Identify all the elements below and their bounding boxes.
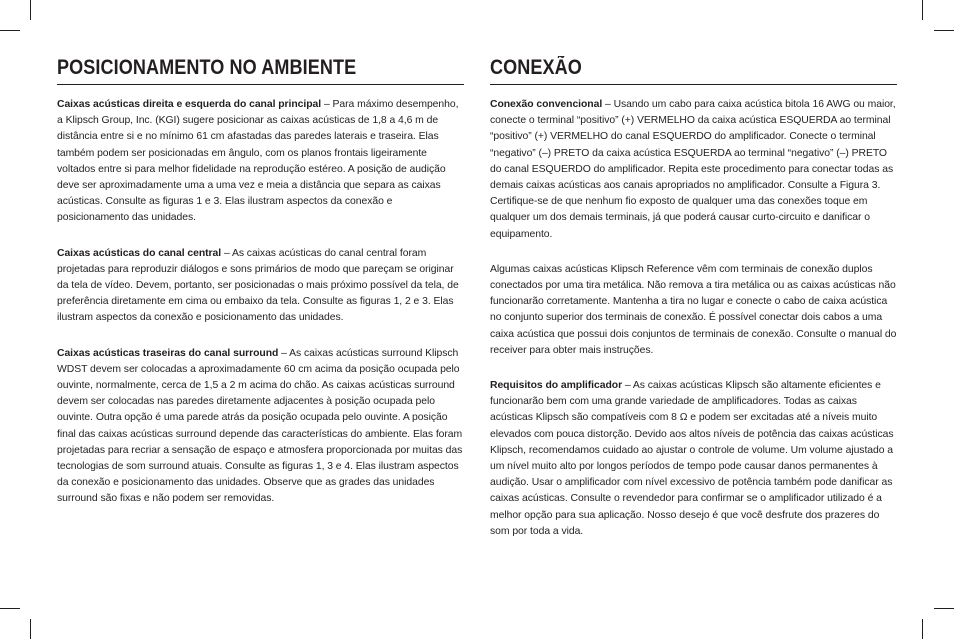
paragraph-lead: Requisitos do amplificador <box>490 380 623 392</box>
paragraph-amplifier-requirements <box>490 378 897 540</box>
paragraph-surround-channel <box>57 346 464 508</box>
paragraph-conventional-connection <box>490 97 897 243</box>
crop-mark <box>0 30 20 31</box>
paragraph-text: – As caixas acústicas do canal central foram projetadas para reproduzir diálogos e sons primários de modo que pareçam se originar da tela de vídeo. Devem, portanto, ser posicionadas o mais próximo possível da tela, de preferência diretamente em cima ou embaixo da tela. Consulte as figuras 1, 2 e 3. Elas ilustram aspectos da conexão e posicionamento das unidades. <box>57 247 459 324</box>
heading-rule <box>57 84 464 85</box>
paragraph-bi-wire-terminals <box>490 262 897 359</box>
paragraph-text: – Para máximo desempenho, a Klipsch Group, Inc. (KGI) sugere posicionar as caixas acústicas de 1,8 a 4,6 m de distância entre si e no mínimo 61 cm afastadas das paredes laterais e traseira. Elas também podem ser posicionadas em ângulo, com os planos frontais ligeiramente voltados entre si para melhor fidelidade na reprodução estéreo. A posição de audição deve ser aproximadamente uma a uma vez e meia a distância que separa as caixas acústicas. Consulte as figuras 1 e 3. Elas ilustram aspectos da conexão e posicionamento das unidades. <box>57 99 459 224</box>
paragraph-text: – As caixas acústicas surround Klipsch WDST devem ser colocadas a aproximadamente 60 cm acima da posição ocupada pelo ouvinte, normalmente, cerca de 1,5 a 2 m acima do chão. As caixas acústicas surround devem ser colocadas nas paredes diretamente adjacentes à posição ocupada pelo ouvinte. Outra opção é uma parede atrás da posição ocupada pelo ouvinte. A posição final das caixas acústicas surround depende das características do ambiente. Elas foram projetadas para recriar a sensação de espaço e atmosfera proporcionada por muitas das tecnologias de som surround atuais. Consulte as figuras 1, 3 e 4. Elas ilustram aspectos da conexão e posicionamento das unidades. Observe que as grades das unidades surround são fixas e não podem ser removidas. <box>57 347 463 505</box>
section-heading-positioning: POSICIONAMENTO NO AMBIENTE <box>57 56 357 79</box>
crop-mark <box>934 30 954 31</box>
left-column <box>57 55 464 527</box>
right-column <box>490 55 897 559</box>
crop-mark <box>922 0 923 20</box>
paragraph-text: – Usando um cabo para caixa acústica bitola 16 AWG ou maior, conecte o terminal “positivo” (+) VERMELHO da caixa acústica ESQUERDA ao terminal “positivo” (+) VERMELHO do canal ESQUERDO do amplificador. Conecte o terminal “negativo” (–) PRETO da caixa acústica ESQUERDA ao terminal “negativo” (–) PRETO do canal ESQUERDO do amplificador. Repita este procedimento para conectar todas as demais caixas acústicas aos canais apropriados no amplificador. Consulte a Figura 3. Certifique-se de que nenhum fio exposto de qualquer uma das conexões toque em qualquer um dos demais terminais, já que poderá causar curto-circuito e danificar o equipamento. <box>490 99 896 240</box>
section-heading-connection: CONEXÃO <box>490 56 582 79</box>
crop-mark <box>934 608 954 609</box>
paragraph-lead: Caixas acústicas direita e esquerda do canal principal <box>57 99 322 110</box>
paragraph-main-channel <box>57 97 464 227</box>
crop-mark <box>922 619 923 639</box>
paragraph-text: Algumas caixas acústicas Klipsch Reference vêm com terminais de conexão duplos conectados por uma tira metálica. Não remova a tira metálica ou as caixas acústicas não funcionarão corretamente. Mantenha a tira no lugar e conecte o cabo de caixa acústica no conjunto superior dos terminais de conexão. É possível conectar dois cabos a uma caixa acústica que possui dois conjuntos de terminais de conexão. Consulte o manual do receiver para obter mais instruções. <box>490 263 897 356</box>
crop-mark <box>30 0 31 20</box>
paragraph-center-channel <box>57 246 464 327</box>
crop-mark <box>30 619 31 639</box>
paragraph-lead: Caixas acústicas traseiras do canal surround <box>57 347 279 359</box>
crop-mark <box>0 608 20 609</box>
paragraph-lead: Caixas acústicas do canal central <box>57 247 222 259</box>
paragraph-lead: Conexão convencional <box>490 99 603 110</box>
paragraph-text: – As caixas acústicas Klipsch são altamente eficientes e funcionarão bem com uma grande variedade de amplificadores. Todas as caixas acústicas Klipsch são compatíveis com 8 Ω e podem ser excitadas até a níveis muito elevados com pouca distorção. Devido aos altos níveis de potência das caixas acústicas Klipsch, recomendamos cuidado ao ajustar o controle de volume. Um volume ajustado a um nível muito alto por longos períodos de tempo pode causar danos permanentes à audição. Usar o amplificador com nível excessivo de potência também pode danificar as caixas acústicas. Consulte o revendedor para confirmar se o amplificador utilizado é a melhor opção para sua aplicação. Nosso desejo é que você desfrute dos prazeres do som por toda a vida. <box>490 380 894 537</box>
heading-rule <box>490 84 897 85</box>
